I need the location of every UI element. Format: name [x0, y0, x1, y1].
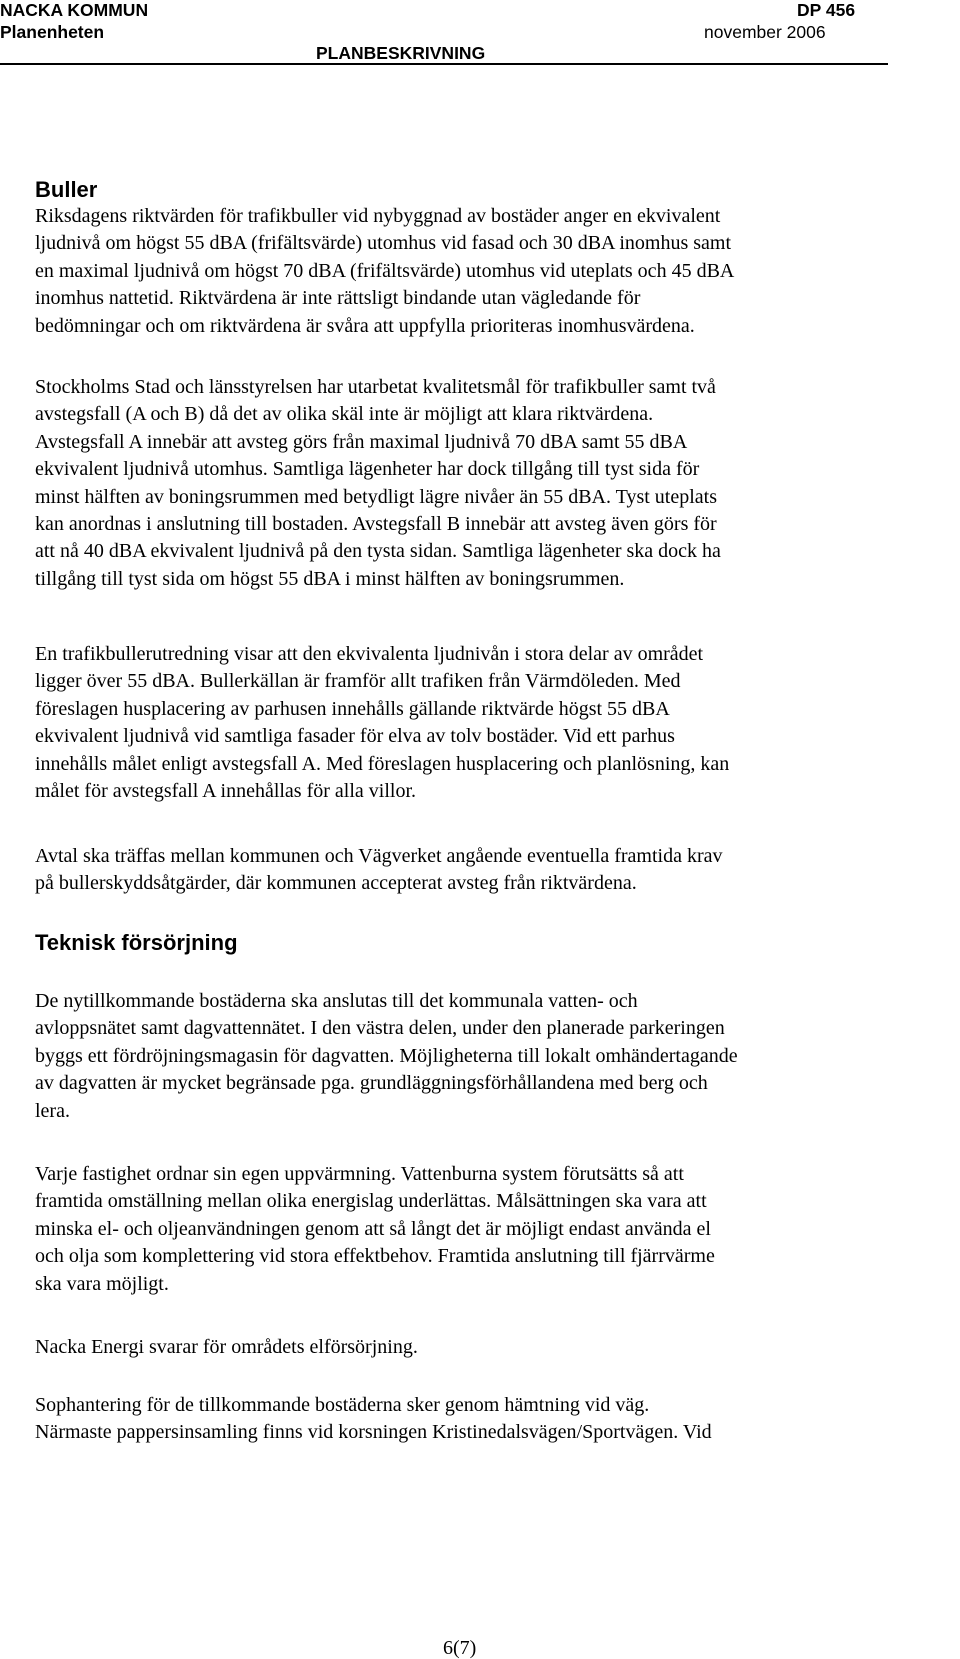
text-line: Varje fastighet ordnar sin egen uppvärmning. Vattenburna system förutsätts så att [35, 1163, 684, 1185]
text-line: målet för avstegsfall A innehållas för alla villor. [35, 780, 417, 803]
paragraph-buller-4 [35, 843, 925, 898]
text-line: Avstegsfall A innebär att avsteg görs från maximal ljudnivå 70 dBA samt 55 dBA [35, 430, 688, 453]
text-line: ligger över 55 dBA. Bullerkällan är framför allt trafiken från Värmdöleden. Med [35, 670, 681, 693]
text-line: avstegsfall (A och B) då det av olika skäl inte är möjligt att klara riktvärdena. [35, 403, 654, 426]
text-line: avloppsnätet samt dagvattennätet. I den västra delen, under den planerade parkeringen [35, 1017, 725, 1040]
text-line: lera. [35, 1099, 70, 1122]
text-line: föreslagen husplacering av parhusen innehålls gällande riktvärde högst 55 dBA [35, 697, 670, 720]
text-line: minst hälften av boningsrummen med betydligt lägre nivåer än 55 dBA. Tyst uteplats [35, 485, 717, 508]
text-line: att nå 40 dBA ekvivalent ljudnivå på den tysta sidan. Samtliga lägenheter ska dock ha [35, 540, 721, 563]
text-line: tillgång till tyst sida om högst 55 dBA i minst hälften av boningsrummen. [35, 567, 625, 590]
header-date: november 2006 [704, 22, 826, 42]
paragraph-teknisk-2 [35, 1161, 925, 1298]
text-line: En trafikbullerutredning visar att den ekvivalenta ljudnivån i stora delar av området [35, 643, 704, 665]
text-line: byggs ett fördröjningsmagasin för dagvatten. Möjligheterna till lokalt omhändertagande [35, 1044, 738, 1067]
text-line: ekvivalent ljudnivå vid samtliga fasader för elva av tolv bostäder. Vid ett parhus [35, 725, 675, 748]
text-line: av dagvatten är mycket begränsade pga. grundläggningsförhållandena med berg och [35, 1072, 708, 1095]
text-line: Nacka Energi svarar för områdets elförsörjning. [35, 1336, 418, 1358]
text-line: kan anordnas i anslutning till bostaden. Avstegsfall B innebär att avsteg även görs för [35, 513, 717, 536]
paragraph-buller-2 [35, 374, 925, 593]
paragraph-buller-3 [35, 641, 925, 805]
paragraph-teknisk-1 [35, 988, 925, 1125]
text-line: ska vara möjligt. [35, 1272, 169, 1295]
header-org: NACKA KOMMUN [0, 0, 149, 20]
paragraph-teknisk-3 [35, 1334, 925, 1361]
header-doc-type: PLANBESKRIVNING [316, 43, 486, 63]
text-line: De nytillkommande bostäderna ska anslutas till det kommunala vatten- och [35, 990, 638, 1012]
header-dept: Planenheten [0, 22, 105, 42]
text-line: framtida omställning mellan olika energislag underlättas. Målsättningen ska vara att [35, 1190, 707, 1213]
text-line: innehålls målet enligt avstegsfall A. Med föreslagen husplacering och planlösning, kan [35, 752, 730, 775]
text-line: minska el- och oljeanvändningen genom att så långt det är möjligt endast använda el [35, 1217, 711, 1240]
header-doc-id: DP 456 [797, 0, 856, 20]
text-line: Sophantering för de tillkommande bostäderna sker genom hämtning vid väg. [35, 1394, 650, 1416]
text-line: bedömningar och om riktvärdena är svåra att uppfylla prioriteras inomhusvärdena. [35, 314, 695, 337]
text-line: på bullerskyddsåtgärder, där kommunen accepterat avsteg från riktvärdena. [35, 872, 637, 895]
text-line: en maximal ljudnivå om högst 70 dBA (frifältsvärde) utomhus vid uteplats och 45 dBA [35, 259, 735, 282]
text-line: ekvivalent ljudnivå utomhus. Samtliga lägenheter har dock tillgång till tyst sida för [35, 458, 700, 481]
paragraph-buller-1 [35, 203, 925, 340]
header-rule [0, 63, 888, 65]
section-heading-buller: Buller [35, 177, 98, 202]
page-number: 6(7) [443, 1637, 477, 1659]
text-line: Närmaste pappersinsamling finns vid korsningen Kristinedalsvägen/Sportvägen. Vid [35, 1421, 712, 1444]
section-heading-teknisk-forsorjning: Teknisk försörjning [35, 930, 238, 955]
text-line: ljudnivå om högst 55 dBA (frifältsvärde) utomhus vid fasad och 30 dBA inomhus samt [35, 232, 732, 255]
text-line: Riksdagens riktvärden för trafikbuller vid nybyggnad av bostäder anger en ekvivalent [35, 205, 721, 227]
text-line: Stockholms Stad och länsstyrelsen har utarbetat kvalitetsmål för trafikbuller samt två [35, 376, 716, 398]
text-line: Avtal ska träffas mellan kommunen och Vägverket angående eventuella framtida krav [35, 845, 723, 867]
text-line: och olja som komplettering vid stora effektbehov. Framtida anslutning till fjärrvärme [35, 1245, 715, 1268]
text-line: inomhus nattetid. Riktvärdena är inte rättsligt bindande utan vägledande för [35, 287, 641, 310]
paragraph-teknisk-4 [35, 1392, 925, 1447]
